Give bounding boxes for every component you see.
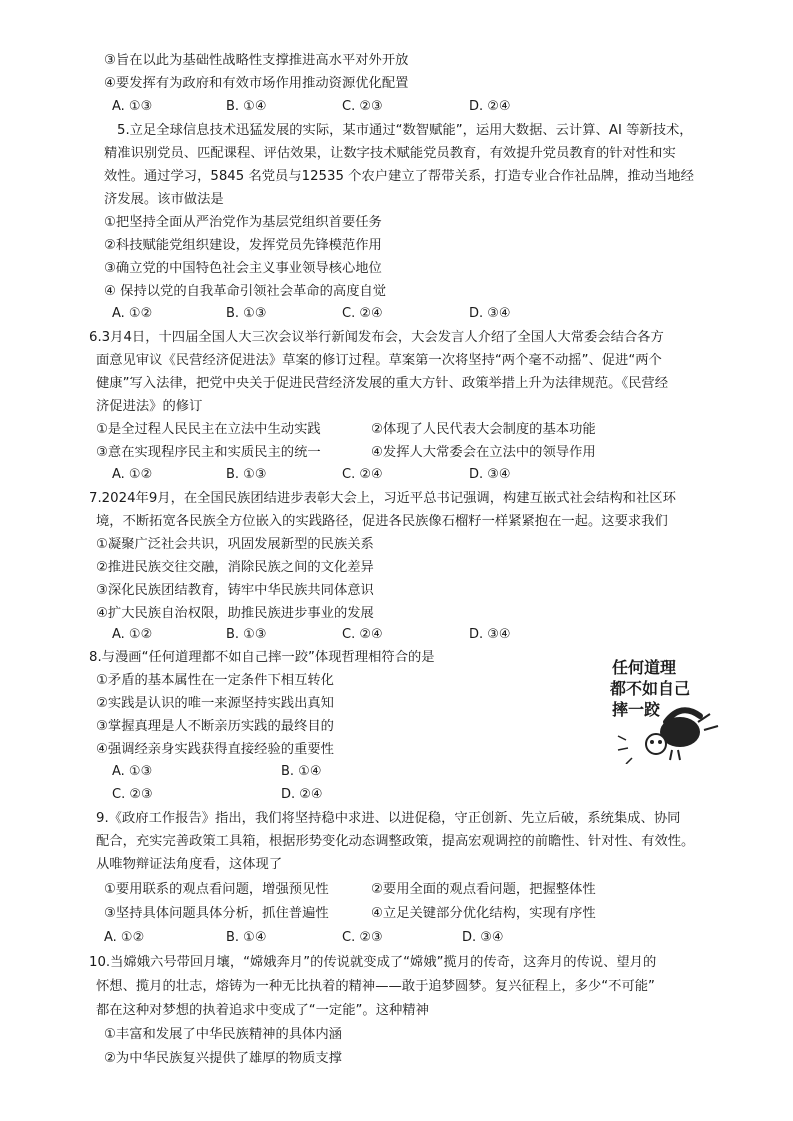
cartoon-caption-line-1: 任何道理 <box>612 658 677 677</box>
q8-item-1: ①矛盾的基本属性在一定条件下相互转化 <box>96 673 334 688</box>
q4-item-3: ③旨在以此为基础性战略性支撑推进高水平对外开放 <box>104 53 409 68</box>
q8-item-2: ②实践是认识的唯一来源坚持实践出真知 <box>96 696 334 711</box>
cartoon-caption-line-2: 都不如自己 <box>610 679 691 698</box>
q5-option-b: B. ①③ <box>226 306 267 321</box>
q7-item-4: ④扩大民族自治权限，助推民族进步事业的发展 <box>96 606 374 621</box>
q6-option-a: A. ①② <box>112 467 153 482</box>
q4-option-a: A. ①③ <box>112 99 153 114</box>
q5-item-4: ④ 保持以党的自我革命引领社会革命的高度自觉 <box>104 284 387 299</box>
q8-stem: 8.与漫画“任何道理都不如自己摔一跤”体现哲理相符合的是 <box>89 650 435 665</box>
q9-item-4: ④立足关键部分优化结构，实现有序性 <box>371 906 596 921</box>
q4-option-d: D. ②④ <box>469 99 511 114</box>
q6-stem-line-1: 6.3月4日，十四届全国人大三次会议举行新闻发布会，大会发言人介绍了全国人大常委会结合各方 <box>89 330 664 345</box>
q9-item-1: ①要用联系的观点看问题，增强预见性 <box>104 882 329 897</box>
q5-stem-line-1: 5.立足全球信息技术迅猛发展的实际，某市通过“数智赋能”，运用大数据、云计算、AI 等新技术， <box>117 123 693 138</box>
q6-item-3: ③意在实现程序民主和实质民主的统一 <box>96 445 321 460</box>
q5-item-3: ③确立党的中国特色社会主义事业领导核心地位 <box>104 261 382 276</box>
q6-item-1: ①是全过程人民民主在立法中生动实践 <box>96 422 321 437</box>
q4-option-c: C. ②③ <box>342 99 383 114</box>
q9-item-2: ②要用全面的观点看问题，把握整体性 <box>371 882 596 897</box>
q7-option-a: A. ①② <box>112 627 153 642</box>
q10-item-1: ①丰富和发展了中华民族精神的具体内涵 <box>104 1027 342 1042</box>
q6-item-4: ④发挥人大常委会在立法中的领导作用 <box>371 445 596 460</box>
q8-option-d: D. ②④ <box>281 787 323 802</box>
q8-item-3: ③掌握真理是人不断亲历实践的最终目的 <box>96 719 334 734</box>
q9-option-c: C. ②③ <box>342 930 383 945</box>
cartoon-caption-line-3: 摔一跤 <box>612 700 661 719</box>
q8-option-a: A. ①③ <box>112 764 153 779</box>
q8-option-c: C. ②③ <box>112 787 153 802</box>
q6-option-c: C. ②④ <box>342 467 383 482</box>
q9-item-3: ③坚持具体问题具体分析，抓住普遍性 <box>104 906 329 921</box>
q4-item-4: ④要发挥有为政府和有效市场作用推动资源优化配置 <box>104 76 409 91</box>
q9-option-a: A. ①② <box>104 930 145 945</box>
q9-stem-line-2: 配合，充实完善政策工具箱，根据形势变化动态调整政策，提高宏观调控的前瞻性、针对性、有效性。 <box>96 834 695 849</box>
q10-stem-line-1: 10.当嫦娥六号带回月壤，“嫦娥奔月”的传说就变成了“嫦娥”揽月的传奇，这奔月的传说、望月的 <box>89 955 657 970</box>
q7-option-c: C. ②④ <box>342 627 383 642</box>
q9-option-d: D. ③④ <box>462 930 504 945</box>
q7-option-d: D. ③④ <box>469 627 511 642</box>
q6-stem-line-3: 健康”写入法律，把党中央关于促进民营经济发展的重大方针、政策举措上升为法律规范。《民营经 <box>96 376 669 391</box>
q5-item-2: ②科技赋能党组织建设，发挥党员先锋模范作用 <box>104 238 382 253</box>
q7-item-2: ②推进民族交往交融，消除民族之间的文化差异 <box>96 560 374 575</box>
q5-stem-line-4: 济发展。该市做法是 <box>104 192 224 207</box>
q5-option-a: A. ①② <box>112 306 153 321</box>
falling-figure-icon <box>606 652 726 764</box>
q6-item-2: ②体现了人民代表大会制度的基本功能 <box>371 422 596 437</box>
q10-item-2: ②为中华民族复兴提供了雄厚的物质支撑 <box>104 1051 342 1066</box>
q5-stem-line-3: 效性。通过学习，5845 名党员与12535 个农户建立了帮带关系，打造专业合作社品牌，推动当地经 <box>104 169 694 184</box>
q7-item-1: ①凝聚广泛社会共识，巩固发展新型的民族关系 <box>96 537 374 552</box>
q7-option-b: B. ①③ <box>226 627 267 642</box>
q4-option-b: B. ①④ <box>226 99 267 114</box>
q6-option-d: D. ③④ <box>469 467 511 482</box>
q9-option-b: B. ①④ <box>226 930 267 945</box>
q8-option-b: B. ①④ <box>281 764 322 779</box>
q6-stem-line-4: 济促进法》的修订 <box>96 399 203 414</box>
q8-item-4: ④强调经亲身实践获得直接经验的重要性 <box>96 742 334 757</box>
q9-stem-line-1: 9.《政府工作报告》指出，我们将坚持稳中求进、以进促稳，守正创新、先立后破，系统集成、协同 <box>96 811 681 826</box>
q6-stem-line-2: 面意见审议《民营经济促进法》草案的修订过程。草案第一次将坚持“两个毫不动摇”、促进“两个 <box>96 353 662 368</box>
q5-option-d: D. ③④ <box>469 306 511 321</box>
q8-cartoon <box>606 652 726 764</box>
q10-stem-line-2: 怀想、揽月的壮志，熔铸为一种无比执着的精神——敢于追梦圆梦。复兴征程上，多少“不可能” <box>96 979 655 994</box>
q7-stem-line-1: 7.2024年9月，在全国民族团结进步表彰大会上，习近平总书记强调，构建互嵌式社会结构和社区环 <box>89 491 676 506</box>
q10-stem-line-3: 都在这种对梦想的执着追求中变成了“一定能”。这种精神 <box>96 1003 429 1018</box>
q7-item-3: ③深化民族团结教育，铸牢中华民族共同体意识 <box>96 583 374 598</box>
q6-option-b: B. ①③ <box>226 467 267 482</box>
q5-option-c: C. ②④ <box>342 306 383 321</box>
q7-stem-line-2: 境，不断拓宽各民族全方位嵌入的实践路径，促进各民族像石榴籽一样紧紧抱在一起。这要求我们 <box>96 514 668 529</box>
q5-item-1: ①把坚持全面从严治党作为基层党组织首要任务 <box>104 215 382 230</box>
q5-stem-line-2: 精准识别党员、匹配课程、评估效果，让数字技术赋能党员教育，有效提升党员教育的针对性和实 <box>104 146 676 161</box>
q9-stem-line-3: 从唯物辩证法角度看，这体现了 <box>96 857 283 872</box>
